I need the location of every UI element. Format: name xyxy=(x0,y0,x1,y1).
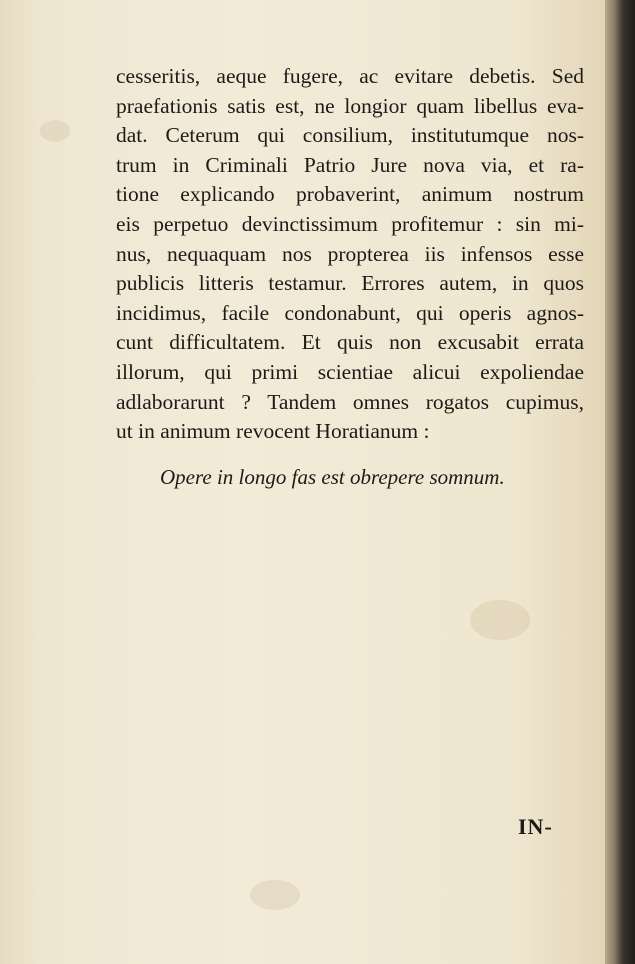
paper-stain xyxy=(40,120,70,142)
paper-stain xyxy=(250,880,300,910)
text-line: praefationis satis est, ne longior quam libellus eva- xyxy=(116,93,584,118)
text-line: dat. Ceterum qui consilium, institutumque nos- xyxy=(116,123,584,148)
text-line: incidimus, facile condonabunt, qui operis agnos- xyxy=(116,300,584,325)
text-line: adlaborarunt ? Tandem omnes rogatos cupimus, xyxy=(116,389,584,414)
text-line: ut in animum revocent Horatianum : xyxy=(116,419,430,444)
text-line: cunt difficultatem. Et quis non excusabit errata xyxy=(116,330,584,355)
text-line: eis perpetuo devinctissimum profitemur : sin mi- xyxy=(116,211,584,236)
text-line: trum in Criminali Patrio Jure nova via, et ra- xyxy=(116,152,584,177)
text-line: nus, nequaquam nos propterea iis infensos esse xyxy=(116,241,584,266)
text-line: tione explicando probaverint, animum nostrum xyxy=(116,182,584,207)
paper-stain xyxy=(470,600,530,640)
book-spine-edge xyxy=(605,0,635,964)
horace-quote: Opere in longo fas est obrepere somnum. xyxy=(160,465,505,489)
text-line: publicis litteris testamur. Errores autem, in quos xyxy=(116,271,584,296)
catchword: IN- xyxy=(518,814,553,839)
text-line: illorum, qui primi scientiae alicui expoliendae xyxy=(116,359,584,384)
text-line: cesseritis, aeque fugere, ac evitare debetis. Sed xyxy=(116,64,584,88)
body-text xyxy=(116,62,584,447)
